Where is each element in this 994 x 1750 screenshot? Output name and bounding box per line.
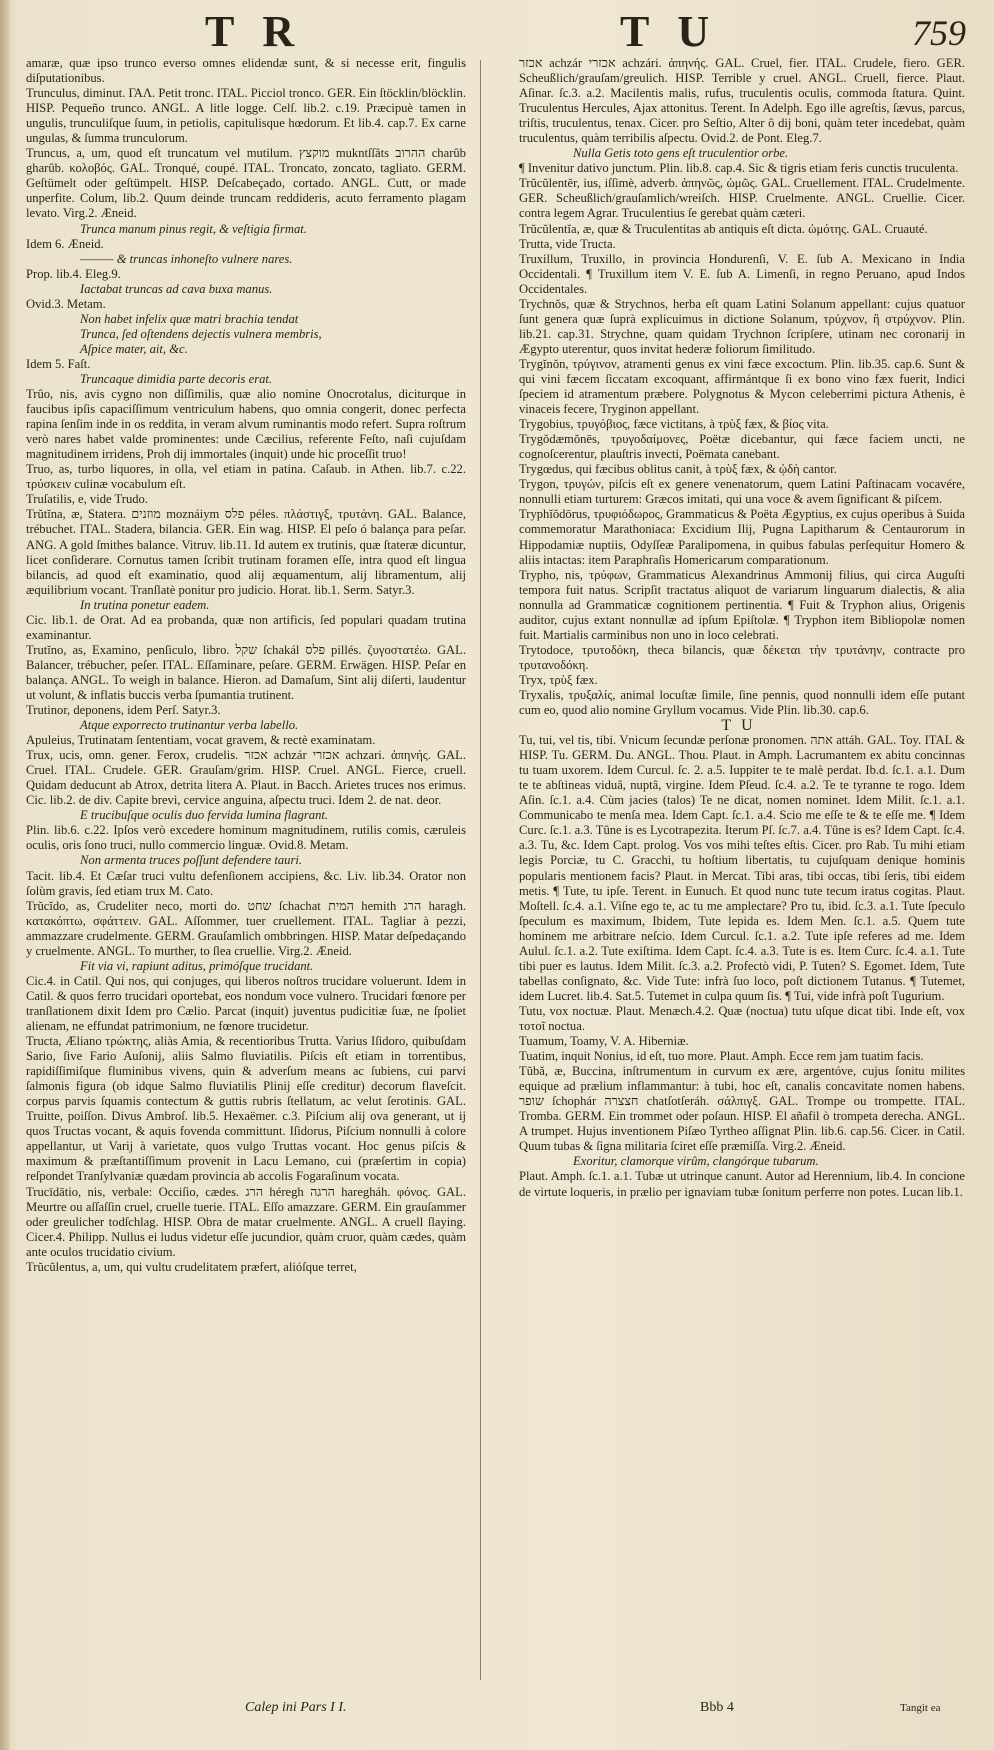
right-column bbox=[519, 56, 965, 1200]
dictionary-entry: Trŭcŭlentĕr, ius, iſſimè, adverb. ἀπηνῶς, ὠμῶς. GAL. Cruellement. ITAL. Crudelmente. GER. Scheußlich/grauſamlich/wreiſch. HISP. Cruelmente. ANGL. Cruellie. Cicer. contra legem Agrar. Truculentius ſe gerebat quàm cæteri. bbox=[519, 176, 965, 221]
verse-quote: Truncaque dimidia parte decoris erat. bbox=[80, 371, 273, 386]
column-divider bbox=[480, 60, 481, 1680]
dictionary-entry: Trûo, nis, avis cygno non diſſimilis, quæ alio nomine Onocrotalus, diciturque in faucibus ipſis capaciſſimum ventriculum habens, quo omnia congerit, donec perfecta rapina ſenſim inde in os reddita, in veram alvum ruminantis modo refert. Supra roſtrum verò nares habet valde prominentes: unde Cæcilius, referente Feſto, naſi cujuſdam magnitudinem irridens, Proh dij immortales (inquit) unde hic proceſſit truo! bbox=[26, 387, 466, 462]
dictionary-entry: amaræ, quæ ipso trunco everso omnes elidendæ sunt, & si necesse erit, fingulis diſputationibus. bbox=[26, 56, 466, 86]
dictionary-entry: Trygœdus, qui fæcibus oblitus canit, à τρὺξ fæx, & ᾠδὴ cantor. bbox=[519, 462, 837, 477]
section-heading: TU bbox=[721, 717, 763, 735]
dictionary-entry: Trucīdātio, nis, verbale: Occiſio, cædes. הרג héregh הרגה haregháh. φόνος. GAL. Meurtre ou aſſaſſin cruel, cruelle tuerie. ITAL. Eſſo amazzare. GERM. Ein grauſammer oder greulicher todſchlag. HISP. Obra de matar cruelmente. ANGL. A cruell ſlaying. Cicer.4. Philipp. Nullus ei ludus videtur eſſe jucundior, quàm cruor, quàm cædes, quàm ante oculos trucidatio civium. bbox=[26, 1184, 466, 1259]
dictionary-entry: Tryphĭŏdōrus, τρυφιόδωρος, Grammaticus & Poëta Ægyptius, ex cujus operibus à Suida commemoratur Marathoniaca: Excidium Ilij, Pugna Lapitharum & Centaurorum in Hippodamiæ nuptiis, Odyſſeæ Paralipomena, in quibus fabulas perſequitur Homero & aliis intactas: item Paraphraſis Homericarum comparationum. bbox=[519, 507, 965, 567]
dictionary-entry: ¶ Invenitur dativo junctum. Plin. lib.8. cap.4. Sic & tigris etiam feris cunctis truculenta. bbox=[519, 161, 959, 176]
catchword: Tangit ea bbox=[900, 1702, 941, 1714]
dictionary-entry: Trŭcŭlentĭa, æ, quæ & Truculentitas ab antiquis eſt dicta. ὠμότης. GAL. Cruauté. bbox=[519, 221, 928, 236]
verse-quote: E trucibuſque oculis duo fervida lumina flagrant. bbox=[80, 808, 329, 823]
dictionary-entry: Tructa, Æliano τρώκτης, aliàs Amia, & recentioribus Trutta. Varius Iſidoro, quibuſdam Sario, ſive Fario Auſonij, aliis Salmo fluviatilis. Piſcis eſt etiam in torrentibus, rapidiſſimiſque fluminibus vivens, quin & adverſum means ac ſubiens, cui parvi ſalmonis figura (ob idque Salmo fluviatilis Plinij eſſe creditur) decorum flaveſcit. corpus parvis ſquamis contectum & guttis rubris ſtellatum, ac velut ſerotinis. GAL. Truitte, poiſſon. Divus Ambroſ. lib.5. Hexaëmer. c.3. Piſcium alij ova generant, ut ij quos Tructas vocant, & aquis fovenda committunt. Iſidorus, Piſcium nonnulli à colore appellantur, ut Varij à varietate, quos vulgo Truttas vocant. Hoc genus piſcis & maximum & præſtantiſſimum provenit in Lacu Lemano, cui (præſertim in copia) reſpondet Tranſylvaniæ quædam provincia ab accolis Fogaraſinum vocata. bbox=[26, 1034, 466, 1184]
verse-quote: ——— & truncas inhoneſto vulnere nares. bbox=[80, 251, 293, 266]
binding-shadow bbox=[0, 0, 10, 1750]
dictionary-entry: Trutinor, deponens, idem Perſ. Satyr.3. bbox=[26, 703, 221, 718]
dictionary-entry: Trychnŏs, quæ & Strychnos, herba eſt quam Latini Solanum appellant: cujus quatuor ſunt genera quæ ſuprà explicuimus in dictione Solanum, τρύχνον, ἢ στρύχνον. Plin. lib.21. cap.31. Strychne, quam quidam Trychnon ſcripſere, utinam nec coronarij in Ægypto uterentur, quos invitat hederæ foliorum ſimilitudo. bbox=[519, 296, 965, 356]
dictionary-entry: Truſatilis, e, vide Trudo. bbox=[26, 492, 148, 507]
dictionary-entry: Tuatim, inquit Nonius, id eſt, tuo more. Plaut. Amph. Ecce rem jam tuatim facis. bbox=[519, 1049, 924, 1064]
signature-mark-right: Bbb 4 bbox=[700, 1700, 734, 1715]
dictionary-entry: Trygon, τρυγών, piſcis eſt ex genere venenatorum, quem Latini Paſtinacam vocavére, nonnulli etiam turturem: Græcos imitati, qui una voce & avem ſignificant & piſcem. bbox=[519, 477, 965, 507]
dictionary-entry: Plaut. Amph. ſc.1. a.1. Tubæ ut utrinque canunt. Autor ad Herennium, lib.4. In concione de virtute loqueris, in prælio per ignaviam tubæ ſonitum perferre non potes. Lucan lib.1. bbox=[519, 1169, 965, 1199]
dictionary-entry: Plin. lib.6. c.22. Ipſos verò excedere hominum magnitudinem, rutilis comis, cæruleis oculis, oris ſono truci, nullo commercio linguæ. Ovid.8. Metam. bbox=[26, 823, 466, 853]
verse-quote: Non armenta truces poſſunt defendere tauri. bbox=[80, 853, 302, 868]
verse-quote: Iactabat truncas ad cava buxa manus. bbox=[80, 281, 273, 296]
dictionary-entry: Truxillum, Truxillo, in provincia Hondurenſi, V. E. ſub A. Mexicano in India Occidentali. ¶ Truxillum item V. E. ſub A. Limenſi, in regno Peruano, apud Indos Occidentales. bbox=[519, 251, 965, 296]
dictionary-entry: Idem 5. Faſt. bbox=[26, 356, 91, 371]
verse-quote: In trutina ponetur eadem. bbox=[80, 597, 210, 612]
verse-quote: Fit via vi, rapiunt aditus, primóſque trucidant. bbox=[80, 958, 314, 973]
dictionary-entry: Trypho, nis, τρύφων, Grammaticus Alexandrinus Ammonij filius, qui circa Auguſti tempora fuit natus. Scripſit tractatus aliquot de variarum linguarum dialectis, & alia nonnulla ad Grammaticæ cognitionem pertinentia. ¶ Fuit & Tryphon alius, Origenis auditor, cujus extant nonnullæ ad ipſum Epiſtolæ. ¶ Tryphon item Bibliopolæ nomen fuit. Martialis carminibus non uno in loco celebrati. bbox=[519, 567, 965, 642]
dictionary-entry: Prop. lib.4. Eleg.9. bbox=[26, 266, 121, 281]
dictionary-entry: Trŭtĭna, æ, Statera. מוזנים moznáiym פלס péles. πλάστιγξ, τρυτάνη. GAL. Balance, trébuchet. ITAL. Stadera, bilancia. GER. Ein wag. HISP. El peſo ó balança para peſar. ANG. A gold ſmithes balance. Vitruv. lib.11. Id autem ex trutinis, quæ ſtateræ dicuntur, licet conſiderare. Cornutus tamen ſcribit trutinam foramen eſſe, intra quod eſt lingua bilancis, ad quod eſt examinatio, quod alij æquamentum, alij libramentum, alij æquilibrium vocant. Tranſlatè ponitur pro judicio. Horat. lib.1. Serm. Satyr.3. bbox=[26, 507, 466, 597]
dictionary-entry: Trutĭno, as, Examino, penſiculo, libro. שקל ſchakál פלס pillés. ζυγοστατέω. GAL. Balancer, trébucher, peſer. ITAL. Eſſaminare, peſare. GERM. Erwägen. HISP. Peſar en balança. ANGL. To weigh in balance. Hieron. ad Damaſum, Sint alij diſerti, laudentur ut volunt, & inflatis buccis verba ſpumantia trutinent. bbox=[26, 642, 466, 702]
verse-quote: Non habet infelix quæ matri brachia tendat bbox=[80, 311, 299, 326]
dictionary-entry: Trygĭnŏn, τρύγινον, atramenti genus ex vini fæce excoctum. Plin. lib.35. cap.6. Sunt & qui vini fæcem ſiccatam excoquant, affirmántque ſi ex bono vino fæx fuerit, Indici ſpeciem id atramentum præbere. Polygnotus & Mycon celeberrimi pictura Athenis, è vinaceis fecere, Tryginon appellant. bbox=[519, 356, 965, 417]
dictionary-entry: Trygŏdæmŏnēs, τρυγοδαίμονες, Poëtæ dicebantur, qui fæce faciem uncti, ne cognoſcerentur, plauſtris invecti, Poëmata canebant. bbox=[519, 432, 965, 462]
dictionary-entry: Tŭbă, æ, Buccina, inſtrumentum in curvum ex ære, argentóve, cujus ſonitu milites equique ad prælium inflammantur: à tubi, hoc eſt, canalis concavitate nomen habens. שופר ſchophár חצצרה chatſotſeráh. σάλπιγξ. GAL. Trompe ou trompette. ITAL. Tromba. GERM. Ein trommet oder poſaun. HISP. El añafil ò trompeta derecha. ANGL. A trumpet. Hujus inventionem Piſæo Tyrtheo aſſignat Plin. lib.6. cap.56. Cicer. in Catil. Quum tubas & ſigna militaria ſciret eſſe præmiſſa. Virg.2. Æneid. bbox=[519, 1064, 965, 1154]
left-column bbox=[26, 56, 466, 1275]
dictionary-entry: אכזר achzár אכזרי achzári. ἀπηνής. GAL. Cruel, fier. ITAL. Crudele, fiero. GER. Scheußlich/grauſam/greulich. HISP. Terrible y cruel. ANGL. Cruell, fierce. Plaut. Aſinar. ſc.3. a.2. Macilentis malis, rufus, truculentis oculis, commoda ſtatura. Quint. Truculentus Hercules, Ajax attonitus. Terent. In Adelph. Ego ille agreſtis, ſævus, parcus, triſtis, truculentus, tenax. Cicer. pro Seſtio, Alter ô dij boni, quàm teter incedebat, quàm truculentus, quàm terribilis aſpectu. Ovid.2. de Pont. Eleg.7. bbox=[519, 56, 965, 146]
dictionary-entry: Tacit. lib.4. Et Cæſar truci vultu defenſionem accipiens, &c. Liv. lib.34. Orator non ſolùm gravis, ſed etiam trux M. Cato. bbox=[26, 868, 466, 898]
dictionary-entry: Ovid.3. Metam. bbox=[26, 296, 106, 311]
dictionary-entry: Idem 6. Æneid. bbox=[26, 236, 104, 251]
dictionary-entry: Tutu, vox noctuæ. Plaut. Menæch.4.2. Quæ (noctua) tutu uſque dicat tibi. Inde eſt, vox τοτοῖ noctua. bbox=[519, 1003, 965, 1033]
dictionary-entry: Truo, as, turbo liquores, in olla, vel etiam in patina. Caſaub. in Athen. lib.7. c.22. τρύσκειν culinæ vocabulum eſt. bbox=[26, 462, 466, 492]
dictionary-entry: Trytodoce, τρυτοδόκη, theca bilancis, quæ δέκεται τὴν τρυτάνην, contracte pro τρυτανοδόκη. bbox=[519, 642, 965, 672]
verse-quote: Exoritur, clamorque virûm, clangórque tubarum. bbox=[573, 1154, 819, 1169]
dictionary-entry: Trutta, vide Tructa. bbox=[519, 236, 616, 251]
dictionary-entry: Cic.4. in Catil. Qui nos, qui conjuges, qui liberos noſtros trucidare voluerunt. Idem in Catil. & quos ferro trucidari oportebat, eos nondum voce vulnero. Trucidari fœnore per tranſlationem dixit Idem pro Cælio. Parcat (inquit) juventus pudicitiæ ſuæ, ne ſpoliet alienam, ne effundat patrimonium, ne fœnore trucidetur. bbox=[26, 973, 466, 1033]
dictionary-entry: Trygobius, τρυγόβιος, fæce victitans, à τρὺξ fæx, & βίος vita. bbox=[519, 417, 829, 432]
verse-quote: Atque exporrecto trutinantur verba labello. bbox=[80, 718, 299, 733]
signature-mark-left: Calep ini Pars I I. bbox=[245, 1700, 347, 1715]
dictionary-entry: Tuamum, Toamy, V. A. Hiberniæ. bbox=[519, 1034, 689, 1049]
dictionary-entry: Trux, ucis, omn. gener. Ferox, crudelis. אכזר achzár אכזרי achzari. ἀπηνής. GAL. Cruel. ITAL. Crudele. GER. Grauſam/grim. HISP. Cruel. ANGL. Fierce, cruell. Quidam deducunt ab Atrox, detrita litera A. Plaut. in Bacch. Arietes truces nos erimus. Cic. lib.2. de div. Capite brevi, cervice anguina, aſpectu truci. Idem 2. de nat. deor. bbox=[26, 748, 466, 808]
dictionary-entry: Trŭcŭlentus, a, um, qui vultu crudelitatem præfert, alióſque terret, bbox=[26, 1259, 357, 1274]
page-number: 759 bbox=[912, 13, 966, 53]
dictionary-entry: Trunculus, diminut. ΓΑΛ. Petit tronc. ITAL. Picciol tronco. GER. Ein ſtöcklin/blöcklin. HISP. Pequeño trunco. ANGL. A litle logge. Celſ. lib.2. c.19. Præcipuè tamen in ungulis, trunculiſque ſuum, in petiolis, capitulisque hœdorum. Et lib.4. cap.7. Ex carne ungulas, & ſumma trunculorum. bbox=[26, 86, 466, 146]
dictionary-entry: Tryx, τρὺξ fæx. bbox=[519, 672, 598, 687]
dictionary-entry: Tu, tui, vel tis, tibi. Vnicum ſecundæ perſonæ pronomen. אתה attáh. GAL. Toy. ITAL & HISP. Tu. GERM. Du. ANGL. Thou. Plaut. in Amph. Lacrumantem ex abitu concinnas tu tuam uxorem. Idem Curcul. ſc. 2. a.5. Iuppiter te te malè perdat. Ib.d. ſc.1. a.1. Dum te te abſtineas viduâ, nuptâ, virgine. Idem Pſeud. ſc.4. a.2. Te te tyranne te rogo. Idem Aſin. ſc.1. a.4. Cùm jacies (talos) Te ne dicat, nomen nominet. Idem Milit. ſc.1. a.1. Communicabo te menſa mea. Idem Capt. ſc.1. a.4. Scio me eſſe te & te eſſe me. ¶ Idem Curc. ſc.1. a.3. Tûne is es Lycotrapezita. Iterum Pſ. ſc.7. a.4. Tûne is es? Idem Capt. ſc.4. a.3. Tu, &c. Idem Capt. prolog. Vos vos mihi teſtes eſtis. Cicer. pro Rab. Tu mihi etiam legis Porciæ, tu C. Gracchi, tu hoſtium libertatis, tu cujuſquam denique hominis popularis mentionem facis? Plaut. in Mercat. Tibi aras, tibi occas, tibi ſeris, tibi eidem metis. ¶ Tute, tu ipſe. Terent. in Eunuch. Et quod nunc tute tecum iratus cogitas. Plaut. Moſtell. ſc.4. a.1. Viſne ego te, ac tu me amplectare? Pro tu, ibid. ſc.3. a.1. Tute ſpeculo ſpeculum es maximum, Ibidem, Tute lepida es. Idem Men. ſc.1. a.5. Quem tute hominem me arbitrare neſcio. Idem Curcul. ſc.1. a.2. Tute ipſe referes ad me. Idem Aulul. ſc.1. a.2. Tute exiſtima. Idem Capt. ſc.4. a.3. Tute is es. Item Curc. ſc.4. a.1. Tute tibi puer es lautus. Idem Milit. ſc.3. a.2. Profectò vidi, P. Tuten? S. Egomet. Idem, Tute tabellas conſignato, &c. Vide Tute: infrà ſuo loco, poſt dictionem Tutanus. ¶ Tutemet, idem Lucret. lib.4. Sat.5. Tutemet in culpa quum ſis. ¶ Tui, vide infrà poſt Tugurium. bbox=[519, 733, 966, 1003]
dictionary-entry: Tryxalis, τρυξαλίς, animal locuſtæ ſimile, ſine pennis, quod nonnulli idem eſſe putant cum eo, quod alio nomine Gryllum vocamus. Vide Plin. lib.30. cap.6. bbox=[519, 687, 965, 718]
verse-quote: Trunca, ſed oſtendens dejectis vulnera membris, bbox=[80, 326, 322, 341]
header-left-letters: TR bbox=[205, 7, 323, 56]
header-right-letters: TU bbox=[620, 7, 738, 56]
dictionary-entry: Truncus, a, um, quod eſt truncatum vel mutilum. מוקצץ mukntſſâts ההרוב charûb gharûb. κολοβός. GAL. Tronqué, coupé. ITAL. Troncato, zoncato, tagliato. GERM. Geſtümelt oder geſtümpelt. HISP. Deſcabeçado, cortado. ANGL. Cutt, or made unperfite. Colum, lib.2. Quum deinde truncam reddideris, acuto ferramento plagam levato. Virg.2. Æneid. bbox=[26, 146, 466, 221]
verse-quote: Trunca manum pinus regit, & veſtigia firmat. bbox=[80, 221, 307, 236]
dictionary-entry: Apuleius, Trutinatam ſententiam, vocat gravem, & rectè examinatam. bbox=[26, 733, 376, 748]
verse-quote: Aſpice mater, ait, &c. bbox=[80, 341, 188, 356]
running-header bbox=[0, 6, 994, 56]
dictionary-entry: Cic. lib.1. de Orat. Ad ea probanda, quæ non artificis, ſed populari quadam trutina examinantur. bbox=[26, 612, 466, 642]
dictionary-entry: Trŭcĭdo, as, Crudeliter neco, morti do. שחט ſchachat המית hemith הרג haragh. κατακόπτω, σφάττειν. GAL. Aſſommer, tuer cruellement. ITAL. Tagliar à pezzi, ammazzare crudelmente. GERM. Grauſamlich ombbringen. HISP. Matar deſpedaçando y cruelmente. ANGL. To murther, to ſlea cruellie. Virg.2. Æneid. bbox=[26, 898, 467, 958]
verse-quote: Nulla Getis toto gens eſt truculentior orbe. bbox=[573, 146, 789, 161]
